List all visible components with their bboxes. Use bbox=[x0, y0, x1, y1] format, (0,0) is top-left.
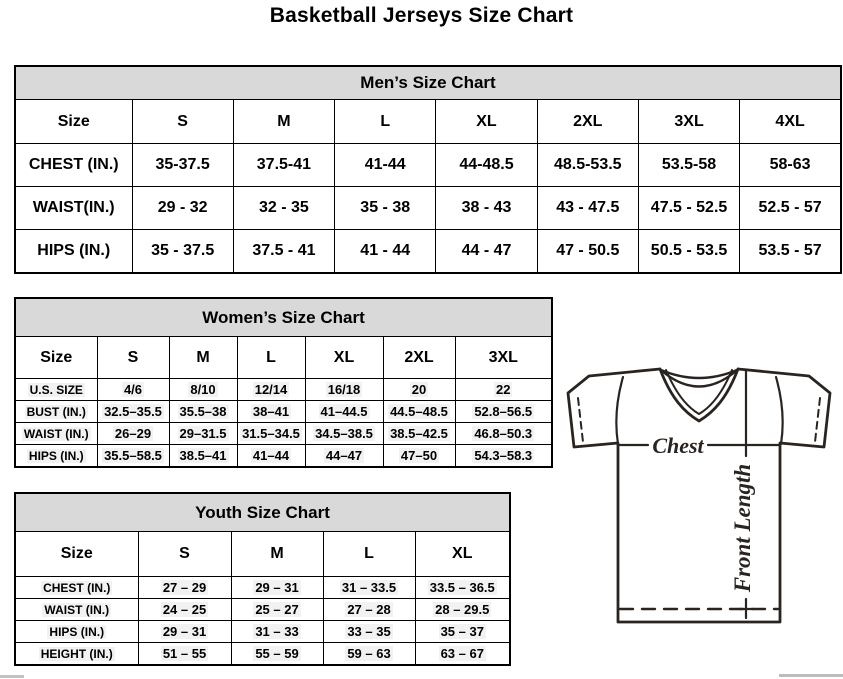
value-cell: 32.5–35.5 bbox=[97, 401, 169, 423]
column-header: 2XL bbox=[383, 337, 455, 379]
value-cell: 24 – 25 bbox=[138, 599, 231, 621]
column-header: S bbox=[138, 532, 231, 577]
left-cuff-dashed-line bbox=[578, 398, 583, 442]
row-label: WAIST (IN.) bbox=[15, 423, 97, 445]
value-cell: 34.5–38.5 bbox=[305, 423, 383, 445]
row-label: HEIGHT (IN.) bbox=[15, 643, 138, 666]
value-cell: 48.5-53.5 bbox=[537, 144, 638, 187]
row-label: WAIST (IN.) bbox=[15, 599, 138, 621]
value-cell: 27 – 28 bbox=[323, 599, 415, 621]
value-cell: 41–44.5 bbox=[305, 401, 383, 423]
horizontal-scrollbar-fragment-left[interactable] bbox=[0, 675, 24, 678]
row-label: BUST (IN.) bbox=[15, 401, 97, 423]
value-cell: 63 – 67 bbox=[415, 643, 510, 666]
value-cell: 37.5-41 bbox=[233, 144, 334, 187]
value-cell: 33.5 – 36.5 bbox=[415, 577, 510, 599]
table-row bbox=[15, 187, 841, 230]
value-cell: 29 – 31 bbox=[231, 577, 323, 599]
column-header-row bbox=[15, 100, 841, 144]
column-header: Size bbox=[15, 532, 138, 577]
value-cell: 38.5–41 bbox=[169, 445, 237, 468]
column-header-row bbox=[15, 337, 552, 379]
table-row bbox=[15, 599, 510, 621]
value-cell: 41-44 bbox=[335, 144, 436, 187]
row-label: U.S. SIZE bbox=[15, 379, 97, 401]
value-cell: 44-48.5 bbox=[436, 144, 537, 187]
table-row bbox=[15, 445, 552, 468]
value-cell: 44–47 bbox=[305, 445, 383, 468]
table-row bbox=[15, 401, 552, 423]
column-header: L bbox=[335, 100, 436, 144]
value-cell: 4/6 bbox=[97, 379, 169, 401]
table-row bbox=[15, 423, 552, 445]
value-cell: 47–50 bbox=[383, 445, 455, 468]
value-cell: 54.3–58.3 bbox=[455, 445, 552, 468]
value-cell: 12/14 bbox=[237, 379, 305, 401]
value-cell: 28 – 29.5 bbox=[415, 599, 510, 621]
chest-label: Chest bbox=[652, 433, 704, 458]
row-label: HIPS (IN.) bbox=[15, 230, 132, 274]
column-header: S bbox=[97, 337, 169, 379]
table-row bbox=[15, 577, 510, 599]
value-cell: 35 - 38 bbox=[335, 187, 436, 230]
value-cell: 59 – 63 bbox=[323, 643, 415, 666]
jersey-outline bbox=[568, 369, 830, 622]
column-header: S bbox=[132, 100, 233, 144]
value-cell: 37.5 - 41 bbox=[233, 230, 334, 274]
value-cell: 52.8–56.5 bbox=[455, 401, 552, 423]
row-label: HIPS (IN.) bbox=[15, 621, 138, 643]
value-cell: 35-37.5 bbox=[132, 144, 233, 187]
value-cell: 35 – 37 bbox=[415, 621, 510, 643]
value-cell: 41 - 44 bbox=[335, 230, 436, 274]
value-cell: 43 - 47.5 bbox=[537, 187, 638, 230]
value-cell: 25 – 27 bbox=[231, 599, 323, 621]
value-cell: 20 bbox=[383, 379, 455, 401]
row-label: CHEST (IN.) bbox=[15, 144, 132, 187]
value-cell: 38 - 43 bbox=[436, 187, 537, 230]
vneck-inner bbox=[666, 370, 732, 414]
value-cell: 53.5-58 bbox=[638, 144, 739, 187]
jersey-measurement-diagram bbox=[556, 356, 843, 646]
value-cell: 47 - 50.5 bbox=[537, 230, 638, 274]
column-header: XL bbox=[415, 532, 510, 577]
table-row bbox=[15, 643, 510, 666]
column-header: 3XL bbox=[638, 100, 739, 144]
row-label: HIPS (IN.) bbox=[15, 445, 97, 468]
column-header: XL bbox=[436, 100, 537, 144]
column-header: M bbox=[233, 100, 334, 144]
value-cell: 51 – 55 bbox=[138, 643, 231, 666]
column-header: L bbox=[237, 337, 305, 379]
value-cell: 47.5 - 52.5 bbox=[638, 187, 739, 230]
front-length-label: Front Length bbox=[730, 463, 755, 593]
value-cell: 16/18 bbox=[305, 379, 383, 401]
youth-size-table bbox=[14, 492, 511, 666]
column-header: M bbox=[231, 532, 323, 577]
womens-size-table bbox=[14, 297, 553, 468]
value-cell: 31.5–34.5 bbox=[237, 423, 305, 445]
row-label: CHEST (IN.) bbox=[15, 577, 138, 599]
collar-band-arc-1 bbox=[661, 370, 737, 378]
table-row bbox=[15, 230, 841, 274]
value-cell: 41–44 bbox=[237, 445, 305, 468]
value-cell: 52.5 - 57 bbox=[740, 187, 841, 230]
column-header: M bbox=[169, 337, 237, 379]
youth-size-chart-section bbox=[14, 492, 511, 666]
table-title-band bbox=[15, 298, 552, 337]
value-cell: 8/10 bbox=[169, 379, 237, 401]
value-cell: 44.5–48.5 bbox=[383, 401, 455, 423]
table-row bbox=[15, 379, 552, 401]
column-header: Size bbox=[15, 337, 97, 379]
value-cell: 27 – 29 bbox=[138, 577, 231, 599]
value-cell: 35 - 37.5 bbox=[132, 230, 233, 274]
womens-size-chart-section bbox=[14, 297, 553, 468]
value-cell: 29 - 32 bbox=[132, 187, 233, 230]
table-row bbox=[15, 621, 510, 643]
column-header: 3XL bbox=[455, 337, 552, 379]
table-title: Men’s Size Chart bbox=[15, 66, 841, 100]
table-title-band bbox=[15, 493, 510, 532]
value-cell: 22 bbox=[455, 379, 552, 401]
table-title: Women’s Size Chart bbox=[15, 298, 552, 337]
right-cuff-dashed-line bbox=[815, 398, 820, 442]
mens-size-table bbox=[14, 65, 842, 274]
column-header: 4XL bbox=[740, 100, 841, 144]
value-cell: 35.5–58.5 bbox=[97, 445, 169, 468]
column-header: L bbox=[323, 532, 415, 577]
right-armhole-seam bbox=[776, 377, 783, 444]
value-cell: 44 - 47 bbox=[436, 230, 537, 274]
value-cell: 53.5 - 57 bbox=[740, 230, 841, 274]
column-header-row bbox=[15, 532, 510, 577]
value-cell: 55 – 59 bbox=[231, 643, 323, 666]
value-cell: 32 - 35 bbox=[233, 187, 334, 230]
table-title: Youth Size Chart bbox=[15, 493, 510, 532]
column-header: XL bbox=[305, 337, 383, 379]
column-header: 2XL bbox=[537, 100, 638, 144]
page-title: Basketball Jerseys Size Chart bbox=[269, 4, 574, 27]
value-cell: 31 – 33 bbox=[231, 621, 323, 643]
row-label: WAIST(IN.) bbox=[15, 187, 132, 230]
value-cell: 38.5–42.5 bbox=[383, 423, 455, 445]
value-cell: 35.5–38 bbox=[169, 401, 237, 423]
value-cell: 46.8–50.3 bbox=[455, 423, 552, 445]
table-row bbox=[15, 144, 841, 187]
value-cell: 38–41 bbox=[237, 401, 305, 423]
value-cell: 29 – 31 bbox=[138, 621, 231, 643]
mens-size-chart-section bbox=[14, 65, 842, 274]
value-cell: 31 – 33.5 bbox=[323, 577, 415, 599]
value-cell: 26–29 bbox=[97, 423, 169, 445]
left-armhole-seam bbox=[616, 377, 623, 444]
value-cell: 58-63 bbox=[740, 144, 841, 187]
column-header: Size bbox=[15, 100, 132, 144]
horizontal-scrollbar-fragment-right[interactable] bbox=[779, 674, 843, 677]
value-cell: 50.5 - 53.5 bbox=[638, 230, 739, 274]
value-cell: 33 – 35 bbox=[323, 621, 415, 643]
value-cell: 29–31.5 bbox=[169, 423, 237, 445]
table-title-band bbox=[15, 66, 841, 100]
